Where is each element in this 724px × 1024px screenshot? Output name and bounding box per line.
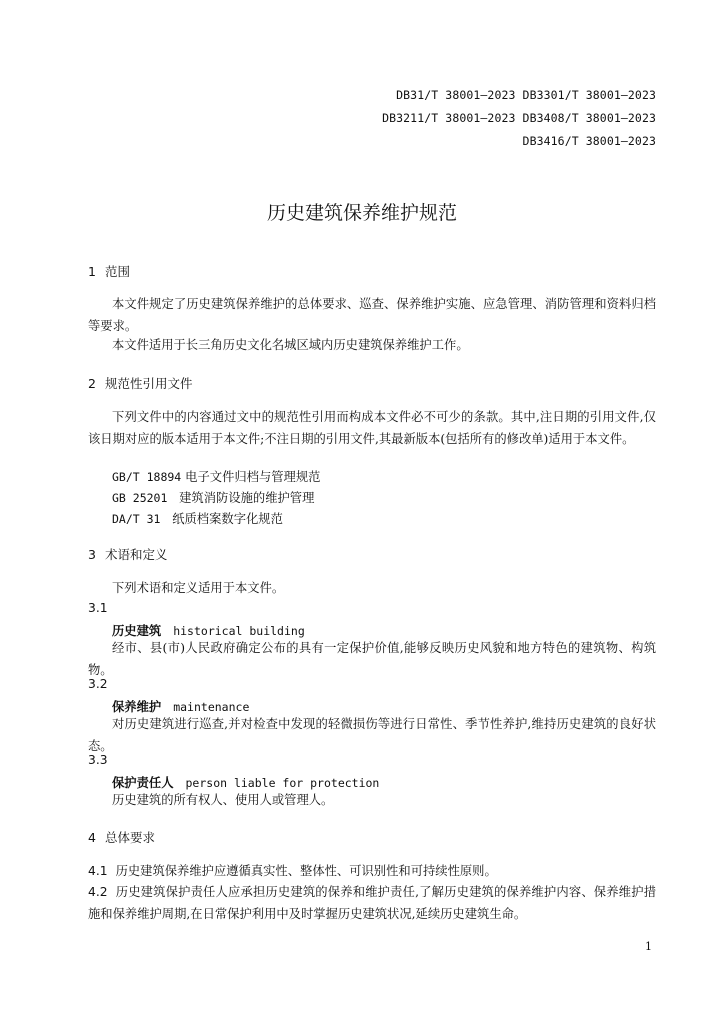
section-title: 术语和定义 bbox=[105, 547, 168, 562]
clause-number: 4.2 bbox=[88, 885, 108, 899]
terms-intro: 下列术语和定义适用于本文件。 bbox=[112, 581, 285, 595]
header-standard-codes-line1: DB31/T 38001—2023 DB3301/T 38001—2023 bbox=[396, 88, 656, 102]
term-english: maintenance bbox=[173, 700, 250, 714]
reference-code: DA/T 31 bbox=[112, 512, 161, 526]
clause-4-1 bbox=[88, 860, 656, 882]
term-definition: 历史建筑的所有权人、使用人或管理人。 bbox=[112, 793, 334, 807]
clause-text: 历史建筑保护责任人应承担历史建筑的保养和维护责任,了解历史建筑的保养维护内容、保养维护措施和保养维护周期,在日常保护利用中及时掌握历史建筑状况,延续历史建筑生命。 bbox=[88, 885, 656, 921]
section-number: 2 bbox=[88, 376, 96, 391]
reference-item bbox=[112, 488, 314, 506]
header-standard-codes-line2: DB3211/T 38001—2023 DB3408/T 38001—2023 bbox=[382, 111, 656, 125]
page-number: 1 bbox=[645, 940, 652, 953]
reference-item bbox=[112, 467, 320, 485]
document-title: 历史建筑保养维护规范 bbox=[266, 202, 457, 224]
clause-text: 历史建筑保养维护应遵循真实性、整体性、可识别性和可持续性原则。 bbox=[115, 864, 497, 878]
section-title: 总体要求 bbox=[105, 830, 156, 845]
section-title: 规范性引用文件 bbox=[105, 376, 193, 391]
section-heading-general-requirements bbox=[88, 828, 155, 846]
term-definition: 对历史建筑进行巡查,并对检查中发现的轻微损伤等进行日常性、季节性养护,维持历史建筑的良好状态。 bbox=[88, 717, 656, 753]
section-number: 1 bbox=[88, 264, 96, 279]
clause-number: 4.1 bbox=[88, 864, 108, 878]
term-chinese: 保护责任人 bbox=[112, 776, 174, 790]
term-number: 3.2 bbox=[88, 677, 108, 691]
term-number: 3.3 bbox=[88, 753, 108, 767]
scope-paragraph-2: 本文件适用于长三角历史文化名城区域内历史建筑保养维护工作。 bbox=[112, 338, 469, 352]
section-title: 范围 bbox=[105, 264, 131, 279]
clause-4-2 bbox=[88, 881, 656, 925]
reference-name: 电子文件归档与管理规范 bbox=[185, 470, 321, 484]
reference-code: GB 25201 bbox=[112, 491, 168, 505]
scope-paragraph-1: 本文件规定了历史建筑保养维护的总体要求、巡查、保养维护实施、应急管理、消防管理和资料归档等要求。 bbox=[88, 297, 656, 333]
section-number: 3 bbox=[88, 547, 96, 562]
section-heading-terms-definitions bbox=[88, 545, 168, 563]
section-heading-scope bbox=[88, 262, 130, 280]
term-english: historical building bbox=[173, 624, 305, 638]
reference-item bbox=[112, 509, 283, 527]
references-paragraph: 下列文件中的内容通过文中的规范性引用而构成本文件必不可少的条款。其中,注日期的引用文件,仅该日期对应的版本适用于本文件;不注日期的引用文件,其最新版本(包括所有的修改单)适用于本文件。 bbox=[88, 410, 656, 446]
reference-name: 纸质档案数字化规范 bbox=[172, 512, 283, 526]
term-definition: 经市、县(市)人民政府确定公布的具有一定保护价值,能够反映历史风貌和地方特色的建筑物、构筑物。 bbox=[88, 641, 656, 677]
term-chinese: 保养维护 bbox=[112, 700, 162, 714]
term-chinese: 历史建筑 bbox=[112, 624, 162, 638]
term-number: 3.1 bbox=[88, 601, 108, 615]
term-english: person liable for protection bbox=[185, 776, 380, 790]
section-heading-normative-references bbox=[88, 374, 193, 392]
header-standard-codes-line3: DB3416/T 38001—2023 bbox=[522, 134, 656, 148]
reference-name: 建筑消防设施的维护管理 bbox=[179, 491, 315, 505]
section-number: 4 bbox=[88, 830, 96, 845]
reference-code: GB/T 18894 bbox=[112, 470, 182, 484]
